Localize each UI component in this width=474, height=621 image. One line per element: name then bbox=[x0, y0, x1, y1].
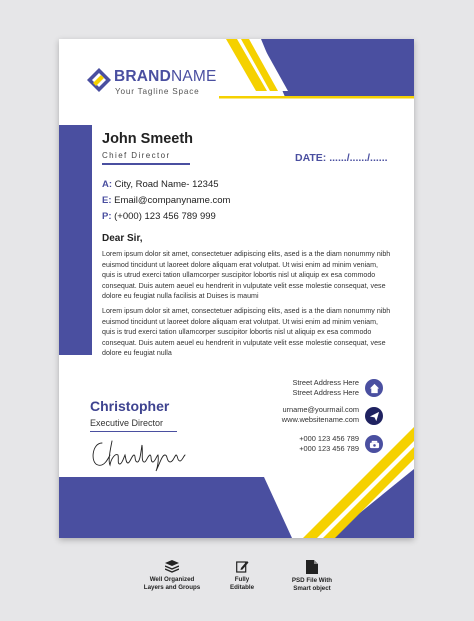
feature-editable-line1: Fully bbox=[234, 576, 250, 583]
feature-layers bbox=[142, 560, 202, 592]
footer-website: www.websitename.com bbox=[281, 415, 359, 424]
feature-layers-line1: Well Organized bbox=[149, 576, 195, 583]
edit-icon bbox=[236, 560, 249, 573]
send-icon bbox=[365, 407, 383, 425]
body-paragraph-2: Lorem ipsum dolor sit amet, consectetuer adipiscing elits, ased is a the diam nonummy nibh euismod tincidunt ut laoreet dolore aliquam erat volutpat. Ut wisi enim ad minim veniam, quis is trud exerci tation ullamcorper suscipitor lobortis nisl ut aliquip ex esa commodo consequat. Duis autem aeuel eu hendrerit in vulputate velit esse molestie consequat, vese dolore eu feugiat nulla bbox=[102, 307, 391, 357]
contact-address bbox=[102, 179, 219, 190]
contact-address-key: A: bbox=[102, 179, 113, 190]
contact-email bbox=[102, 195, 230, 206]
brand-name-part1: BRAND bbox=[114, 68, 171, 85]
contact-email-value: Email@companyname.com bbox=[111, 195, 231, 206]
contact-phone bbox=[102, 211, 216, 222]
footer-phone-2: +000 123 456 789 bbox=[299, 444, 359, 453]
sender-underline bbox=[102, 163, 190, 165]
greeting: Dear Sir, bbox=[102, 233, 143, 244]
contact-phone-value: (+000) 123 456 789 999 bbox=[111, 211, 216, 222]
footer-address bbox=[292, 378, 359, 398]
signatory-underline bbox=[90, 431, 177, 432]
brand-tagline: Your Tagline Space bbox=[115, 87, 200, 96]
contact-address-value: City, Road Name- 12345 bbox=[112, 179, 219, 190]
date-field: DATE: ....../....../...... bbox=[295, 152, 388, 164]
file-icon bbox=[306, 560, 318, 574]
phone-icon bbox=[365, 435, 383, 453]
feature-psd bbox=[285, 560, 339, 593]
footer-web bbox=[282, 405, 359, 425]
signatory-title: Executive Director bbox=[90, 418, 164, 428]
brand-name-part2: NAME bbox=[170, 68, 217, 85]
signature-image bbox=[88, 437, 188, 473]
sender-name: John Smeeth bbox=[102, 131, 194, 147]
brand-name bbox=[114, 68, 217, 86]
feature-layers-line2: Layers and Groups bbox=[143, 584, 201, 591]
feature-psd-line2: Smart object bbox=[293, 585, 331, 592]
footer-street-2: Street Address Here bbox=[292, 388, 359, 397]
feature-psd-line1: PSD File With bbox=[291, 577, 333, 584]
contact-phone-key: P: bbox=[102, 211, 112, 222]
footer-phones bbox=[299, 434, 359, 454]
footer-street-1: Street Address Here bbox=[292, 378, 359, 387]
footer-email: urname@yourmail.com bbox=[282, 405, 359, 414]
top-yellow-line bbox=[219, 96, 414, 99]
letterhead-sheet bbox=[59, 39, 414, 538]
contact-email-key: E: bbox=[102, 195, 112, 206]
brand-logo-icon bbox=[87, 68, 111, 92]
feature-editable-line2: Editable bbox=[229, 584, 255, 591]
sender-title: Chief Director bbox=[102, 151, 171, 160]
home-icon bbox=[365, 379, 383, 397]
bottom-left-blue-shape bbox=[59, 477, 292, 538]
body-paragraph-1: Lorem ipsum dolor sit amet, consectetuer adipiscing elits, ased is a the diam nonummy nibh euismod tincidunt ut laoreet dolore aliquam erat volutpat. Ut wisi enim ad minim veniam, quis is utrud exerci tation ullamcorper suscipitor lobortis nisl ut aliquip ex esa commodo consequat. Duis autem aeuel eu hendrerit in vulputate velit esse molestie consequat, vese dolore eu feugiat nulla facilisis at Duises is maumi bbox=[102, 250, 391, 300]
layers-icon bbox=[165, 560, 179, 573]
signatory-name: Christopher bbox=[90, 398, 170, 414]
feature-editable bbox=[222, 560, 262, 592]
left-accent-bar bbox=[59, 125, 92, 355]
footer-phone-1: +000 123 456 789 bbox=[299, 434, 359, 443]
